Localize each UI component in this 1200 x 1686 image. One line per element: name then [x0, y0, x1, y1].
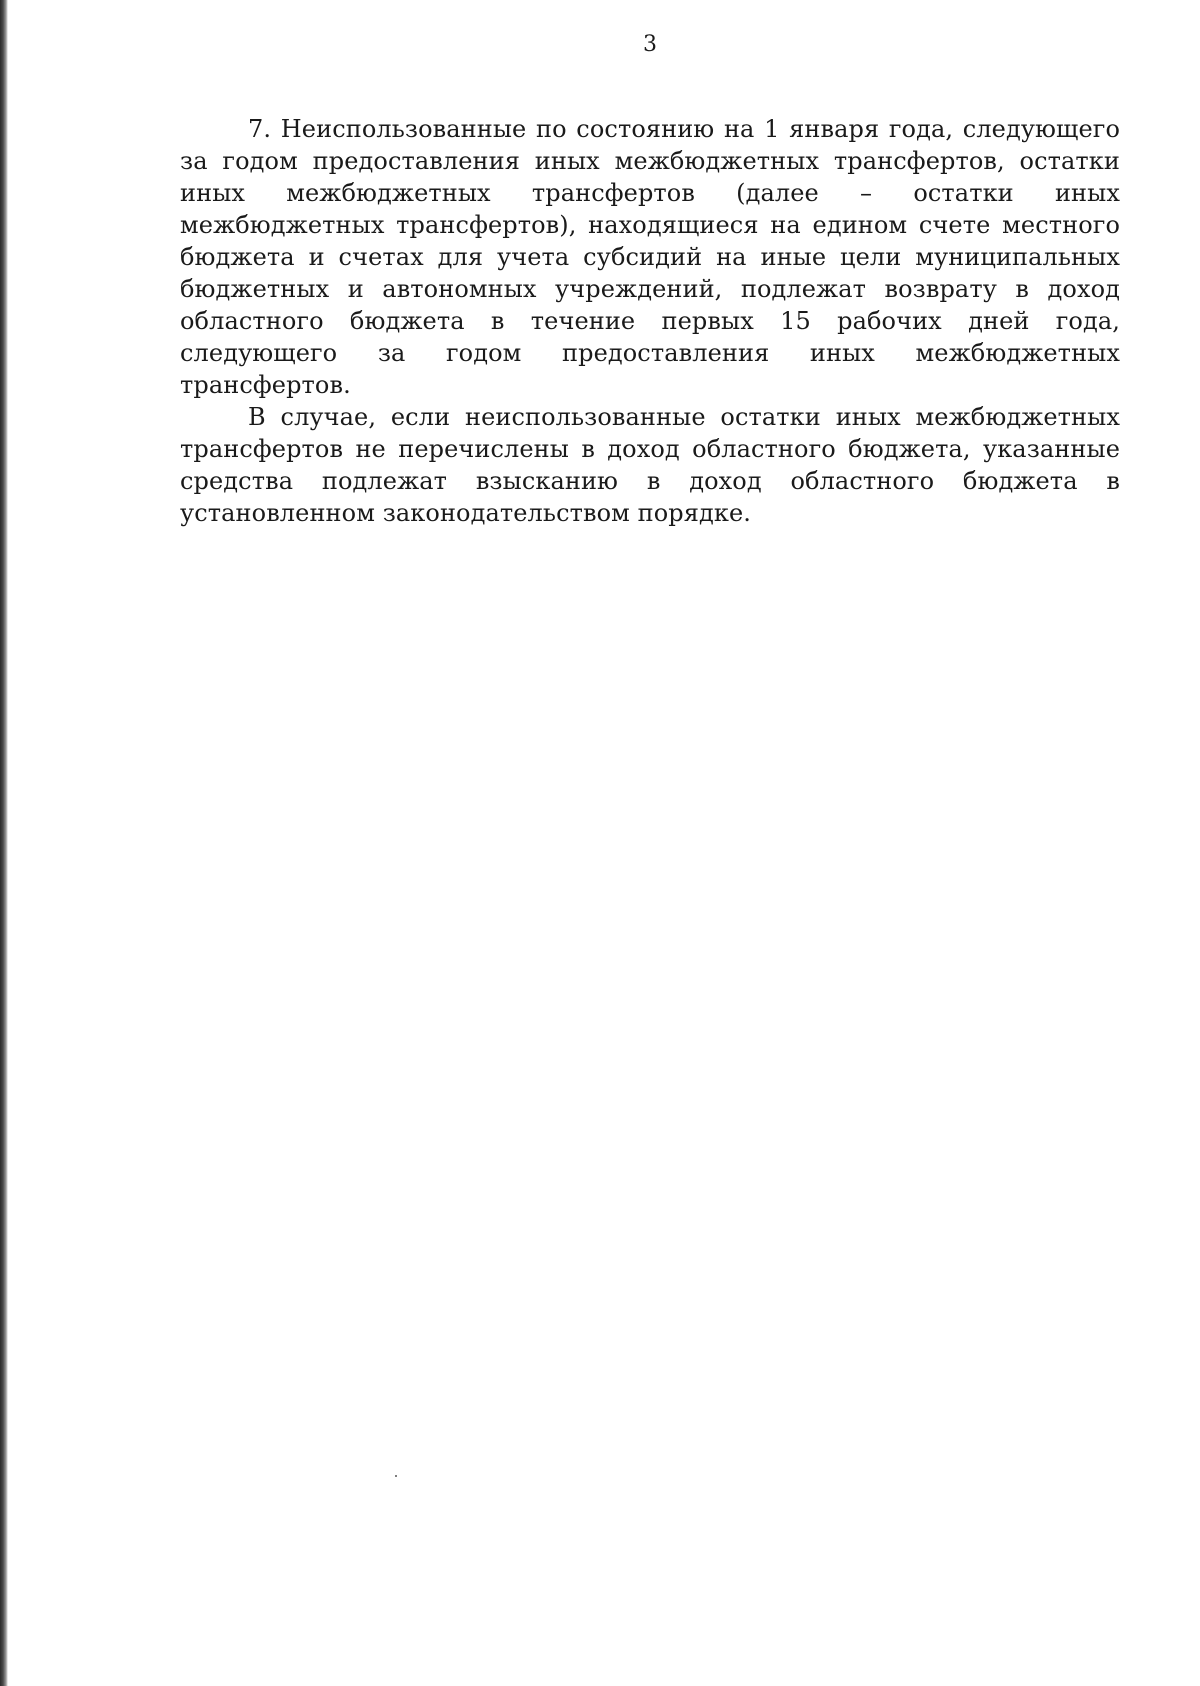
scan-edge-shadow [0, 0, 8, 1686]
page-number: 3 [643, 32, 657, 57]
paragraph-item-7: 7. Неиспользованные по состоянию на 1 января года, следующего за годом предоставления иных межбюджетных трансфертов, остатки иных межбюджетных трансфертов (далее – остатки иных межбюджетных трансфертов), находящиеся на едином счете местного бюджета и счетах для учета субсидий на иные цели муниципальных бюджетных и автономных учреждений, подлежат возврату в доход областного бюджета в течение первых 15 рабочих дней года, следующего за годом предоставления иных межбюджетных трансфертов. [180, 115, 1120, 399]
document-body [180, 113, 1120, 529]
scan-speck [395, 1475, 397, 1477]
paragraph-recovery: В случае, если неиспользованные остатки иных межбюджетных трансфертов не перечислены в доход областного бюджета, указанные средства подлежат взысканию в доход областного бюджета в установленном законодательством порядке. [180, 403, 1120, 527]
